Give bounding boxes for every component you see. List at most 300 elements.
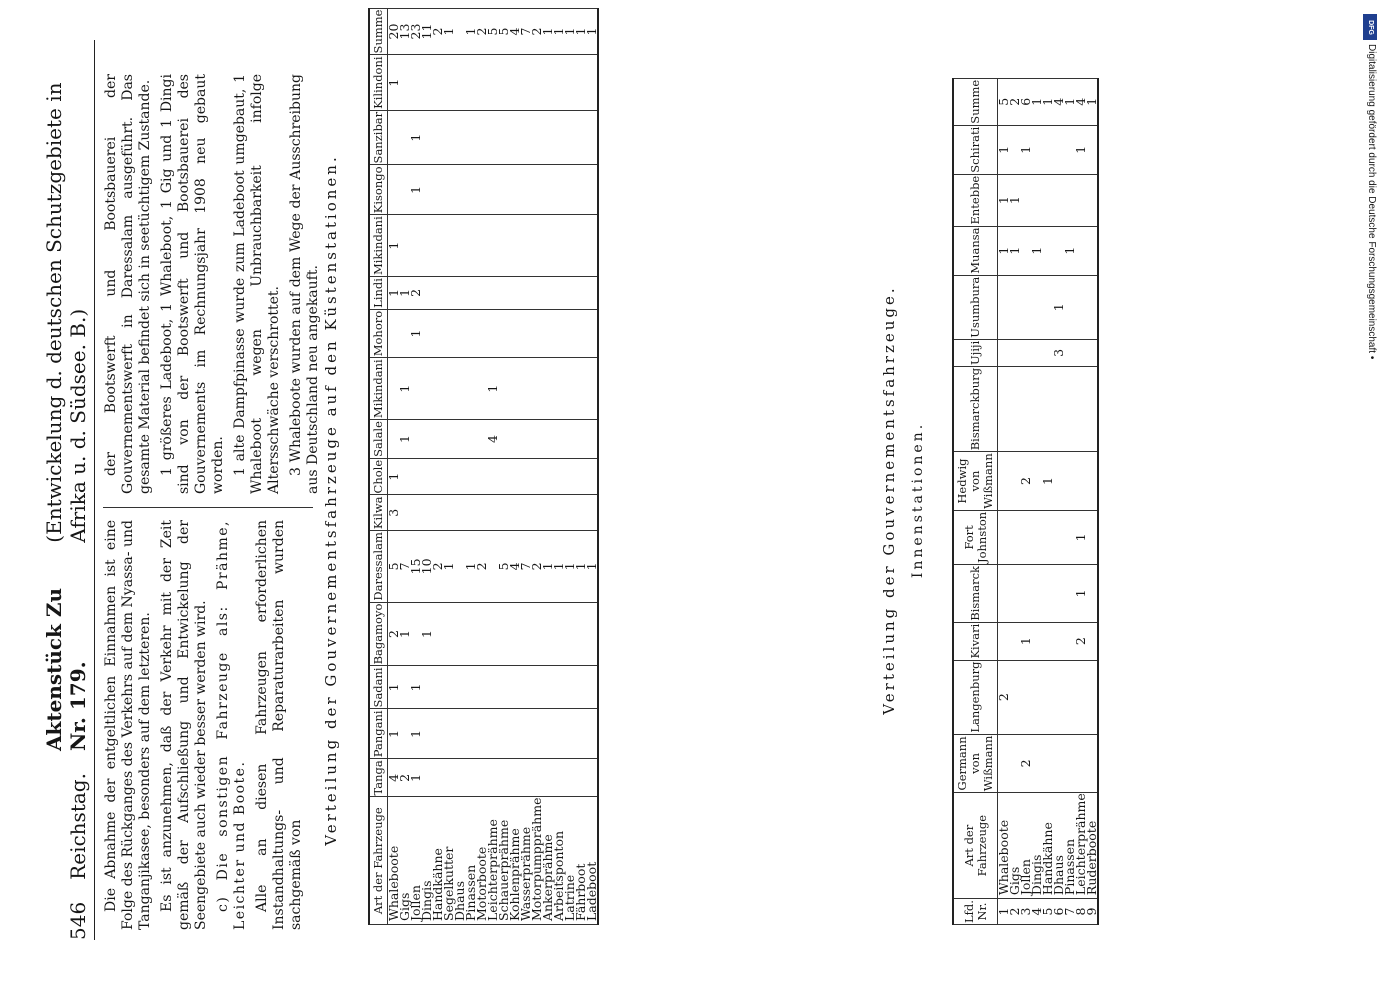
table-cell	[498, 759, 509, 797]
table-cell: 1	[1031, 226, 1042, 275]
col-header: Bagamoyo	[369, 602, 388, 666]
table-cell: 1	[1075, 125, 1086, 174]
col-header: Hedwig von Wißmann	[953, 452, 998, 511]
table-cell	[432, 165, 443, 215]
col-header: Bismarckburg	[953, 366, 998, 451]
table-cell: 2	[410, 277, 421, 310]
table-cell: 1	[410, 110, 421, 165]
row-label: Kohlenprähme	[509, 797, 520, 925]
table-cell	[476, 495, 487, 531]
table-cell	[998, 275, 1010, 339]
table-cell	[586, 709, 598, 759]
table-cell: 5	[487, 8, 498, 55]
table-cell	[1042, 622, 1053, 660]
table-cell	[998, 510, 1010, 564]
table-row	[432, 8, 443, 924]
table-cell: 1	[1031, 78, 1042, 125]
table-cell	[1086, 226, 1098, 275]
table-row	[1053, 78, 1064, 924]
table-cell	[454, 495, 465, 531]
table-cell: 1	[399, 358, 410, 420]
row-label: Wasserprähme	[520, 797, 531, 925]
row-label: Latrine	[564, 797, 575, 925]
table-cell	[564, 55, 575, 110]
table-cell	[531, 110, 542, 165]
table-cell	[465, 759, 476, 797]
table-cell	[1031, 275, 1042, 339]
table-cell	[498, 55, 509, 110]
table-cell: 1	[564, 531, 575, 602]
table-cell	[421, 495, 432, 531]
table-cell	[1086, 452, 1098, 511]
table-cell: 2	[399, 759, 410, 797]
col-header: Chole	[369, 458, 388, 495]
table-cell	[542, 602, 553, 666]
table-cell	[520, 602, 531, 666]
table-cell: 4	[1053, 78, 1064, 125]
table-cell: 1	[410, 759, 421, 797]
table-cell	[443, 420, 454, 459]
row-number: 8	[1075, 899, 1086, 925]
table-cell	[586, 55, 598, 110]
table-cell	[998, 452, 1010, 511]
col-header: Mikindani	[369, 358, 388, 420]
table-cell	[432, 309, 443, 357]
table-cell	[421, 215, 432, 277]
table-cell	[487, 309, 498, 357]
col-header: Tanga	[369, 759, 388, 797]
table-cell: 23	[410, 8, 421, 55]
row-label: Leichterprähme	[487, 797, 498, 925]
table-cell	[1086, 366, 1098, 451]
row-label: Handkähne	[1042, 793, 1053, 899]
table-cell: 2	[1020, 734, 1031, 793]
table-cell	[531, 420, 542, 459]
table-cell	[575, 55, 586, 110]
table-cell: 20	[388, 8, 400, 55]
row-label: Gigs	[1009, 793, 1020, 899]
table-cell	[432, 759, 443, 797]
table-cell	[564, 458, 575, 495]
table-cell	[553, 309, 564, 357]
table-cell	[509, 709, 520, 759]
table-row	[998, 78, 1010, 924]
table-cell	[487, 602, 498, 666]
table-cell	[465, 458, 476, 495]
table-cell	[432, 666, 443, 709]
table-cell: 1	[586, 531, 598, 602]
table-cell	[542, 165, 553, 215]
table-cell	[1031, 565, 1042, 623]
body-column-right	[103, 74, 327, 494]
table-cell	[564, 165, 575, 215]
table-cell	[1064, 660, 1075, 734]
table-cell	[476, 110, 487, 165]
table-cell	[509, 602, 520, 666]
col-header: Kilwa	[369, 495, 388, 531]
table-cell	[531, 666, 542, 709]
table-row	[542, 8, 553, 924]
table-row	[1020, 78, 1031, 924]
table-cell	[1064, 452, 1075, 511]
table-cell	[1064, 174, 1075, 226]
table-cell: 4	[1075, 78, 1086, 125]
table-cell	[509, 165, 520, 215]
table-cell	[1042, 510, 1053, 564]
table-cell	[575, 602, 586, 666]
table-cell	[388, 110, 400, 165]
table-cell: 6	[1020, 78, 1031, 125]
table-cell: 1	[1042, 78, 1053, 125]
table-cell: 2	[1009, 78, 1020, 125]
table-cell	[509, 495, 520, 531]
col-header: Daressalam	[369, 531, 388, 602]
table-cell	[542, 458, 553, 495]
table-cell	[498, 666, 509, 709]
table-cell	[1020, 339, 1031, 366]
table-cell	[575, 110, 586, 165]
table-cell: 1	[564, 8, 575, 55]
row-label: Dingis	[421, 797, 432, 925]
table-cell	[509, 110, 520, 165]
table-cell	[1053, 622, 1064, 660]
table-cell	[531, 709, 542, 759]
col-header: Kisongo	[369, 165, 388, 215]
table-cell: 1	[998, 226, 1010, 275]
table-cell: 1	[399, 602, 410, 666]
table-cell	[575, 358, 586, 420]
table-cell: 1	[443, 531, 454, 602]
dfg-logo	[1363, 14, 1377, 40]
table-cell	[476, 215, 487, 277]
table-cell	[432, 55, 443, 110]
table-cell: 1	[1086, 78, 1098, 125]
table-cell	[520, 55, 531, 110]
table-cell	[487, 277, 498, 310]
table-cell: 7	[520, 531, 531, 602]
table-cell: 2	[531, 8, 542, 55]
row-label: Ruderboote	[1086, 793, 1098, 899]
table-cell	[520, 277, 531, 310]
table-cell: 1	[410, 165, 421, 215]
table-cell: 2	[476, 531, 487, 602]
table-cell	[586, 495, 598, 531]
table-cell	[586, 277, 598, 310]
table-cell	[998, 734, 1010, 793]
table-cell	[564, 110, 575, 165]
table-cell: 1	[410, 666, 421, 709]
table-cell	[432, 709, 443, 759]
table-cell	[509, 277, 520, 310]
table-row	[531, 8, 542, 924]
table-cell	[410, 55, 421, 110]
table-cell: 2	[1020, 452, 1031, 511]
table-cell	[1053, 734, 1064, 793]
table-cell: 1	[399, 277, 410, 310]
table-cell	[520, 495, 531, 531]
table-cell	[1042, 660, 1053, 734]
table-cell	[520, 666, 531, 709]
col-header: Salale	[369, 420, 388, 459]
table-cell	[465, 277, 476, 310]
table-cell	[586, 458, 598, 495]
dfg-logo-text: DFG	[1366, 19, 1374, 35]
table-cell	[520, 759, 531, 797]
table-cell	[476, 458, 487, 495]
table-cell: 1	[998, 174, 1010, 226]
table-cell	[531, 277, 542, 310]
table-cell	[509, 215, 520, 277]
table-cell	[465, 358, 476, 420]
table-cell	[498, 165, 509, 215]
row-number: 3	[1020, 899, 1031, 925]
table-cell	[443, 709, 454, 759]
col-header: Mohoro	[369, 309, 388, 357]
table-cell	[1075, 452, 1086, 511]
table-cell	[564, 759, 575, 797]
table-cell: 2	[998, 660, 1010, 734]
col-header: Muansa	[953, 226, 998, 275]
table-cell	[1009, 275, 1020, 339]
table-cell	[1053, 660, 1064, 734]
table-cell: 1	[1064, 226, 1075, 275]
table-cell	[487, 495, 498, 531]
table-cell	[520, 358, 531, 420]
table-cell	[1075, 660, 1086, 734]
table-cell: 1	[542, 8, 553, 55]
table-cell	[443, 358, 454, 420]
table-row	[553, 8, 564, 924]
table-cell	[421, 458, 432, 495]
table-cell	[443, 495, 454, 531]
table-cell: 1	[1053, 275, 1064, 339]
table-cell	[1064, 734, 1075, 793]
table-cell: 7	[399, 531, 410, 602]
table-cell	[509, 358, 520, 420]
table-cell	[564, 495, 575, 531]
row-label: Leichterprähme	[1075, 793, 1086, 899]
col-header: Summe	[369, 8, 388, 55]
table-cell	[476, 759, 487, 797]
table-cell	[531, 165, 542, 215]
table-cell	[553, 277, 564, 310]
table-cell	[1009, 339, 1020, 366]
table-cell	[498, 309, 509, 357]
table-cell	[498, 277, 509, 310]
table-cell	[454, 358, 465, 420]
table-cell	[1086, 660, 1098, 734]
table-cell	[498, 215, 509, 277]
table-row	[421, 8, 432, 924]
table-cell	[465, 165, 476, 215]
table-cell: 13	[399, 8, 410, 55]
table-cell	[454, 110, 465, 165]
table-cell	[1042, 734, 1053, 793]
table-row	[388, 8, 400, 924]
table-cell	[509, 420, 520, 459]
table-cell: 4	[388, 759, 400, 797]
table-cell	[1064, 366, 1075, 451]
table-cell: 1	[1075, 510, 1086, 564]
col-header: Usumbura	[953, 275, 998, 339]
table-cell	[542, 495, 553, 531]
table-cell: 1	[443, 8, 454, 55]
table-cell: 5	[498, 531, 509, 602]
table-cell	[1020, 366, 1031, 451]
table-cell	[531, 495, 542, 531]
table-cell: 1	[1020, 125, 1031, 174]
table-cell	[564, 420, 575, 459]
table-cell	[476, 709, 487, 759]
table-cell	[509, 458, 520, 495]
table-cell	[454, 309, 465, 357]
table-cell	[454, 55, 465, 110]
table-cell: 1	[1009, 226, 1020, 275]
row-label: Fährboot	[575, 797, 586, 925]
digitization-note: Digitalisierung gefördert durch die Deutsche Forschungsgemeinschaft •	[1366, 44, 1377, 360]
paragraph: Die Abnahme der entgeltlichen Einnahmen ist eine Folge des Rückganges des Verkehrs auf dem Nyassa- und Tanganjikasee, besonders auf dem letzteren.	[103, 520, 153, 930]
table-cell	[498, 602, 509, 666]
table-cell	[1053, 565, 1064, 623]
table-cell	[465, 110, 476, 165]
table-cell	[553, 602, 564, 666]
table-cell	[1086, 339, 1098, 366]
table-cell	[531, 55, 542, 110]
table-cell	[1086, 734, 1098, 793]
row-label: Motorpumpprähme	[531, 797, 542, 925]
table-cell	[432, 495, 443, 531]
table-cell: 5	[998, 78, 1010, 125]
table-cell	[432, 458, 443, 495]
table-cell	[575, 666, 586, 709]
table-cell	[575, 495, 586, 531]
table-row	[399, 8, 410, 924]
table-cell	[1075, 174, 1086, 226]
paragraph: 3 Whaleboote wurden auf dem Wege der Ausschreibung aus Deutschland neu angekauft.	[288, 74, 321, 494]
header-left: Reichstag.	[66, 773, 90, 880]
table-cell: 1	[1009, 174, 1020, 226]
table-cell	[586, 759, 598, 797]
table-cell	[553, 165, 564, 215]
table-cell	[998, 366, 1010, 451]
row-label: Jollen	[410, 797, 421, 925]
table-cell	[553, 495, 564, 531]
table-cell: 2	[432, 531, 443, 602]
table-cell: 1	[1075, 565, 1086, 623]
table-cell: 1	[388, 666, 400, 709]
table-cell: 1	[586, 8, 598, 55]
col-header: Lindi	[369, 277, 388, 310]
table-cell	[542, 55, 553, 110]
table-cell	[443, 666, 454, 709]
table-cell	[454, 420, 465, 459]
table-cell	[553, 358, 564, 420]
table-cell: 2	[432, 8, 443, 55]
col-header: Langenburg	[953, 660, 998, 734]
table-row	[1009, 78, 1020, 924]
table-cell: 1	[388, 709, 400, 759]
table-cell: 5	[498, 8, 509, 55]
table-cell	[454, 709, 465, 759]
table-cell	[553, 110, 564, 165]
table-cell	[542, 215, 553, 277]
table-cell	[476, 602, 487, 666]
table-row	[1031, 78, 1042, 924]
table-cell	[1031, 174, 1042, 226]
footer-note	[1357, 44, 1379, 424]
table-cell: 1	[421, 602, 432, 666]
row-number: 5	[1042, 899, 1053, 925]
table-cell	[520, 458, 531, 495]
table-row	[476, 8, 487, 924]
table-cell	[998, 622, 1010, 660]
table-cell	[465, 215, 476, 277]
table-cell	[509, 666, 520, 709]
table-cell	[575, 420, 586, 459]
table-cell	[410, 458, 421, 495]
table-cell	[586, 165, 598, 215]
table-cell	[421, 55, 432, 110]
table-cell	[454, 165, 465, 215]
table-row	[586, 8, 598, 924]
table-cell: 1	[487, 358, 498, 420]
table-cell	[531, 458, 542, 495]
table-cell	[454, 458, 465, 495]
table-cell	[586, 110, 598, 165]
table-cell: 4	[509, 8, 520, 55]
table-row	[1075, 78, 1086, 924]
col-header-name: Art der Fahrzeuge	[953, 793, 998, 899]
row-label: Motorboote	[476, 797, 487, 925]
col-header: Kilindoni	[369, 55, 388, 110]
table-cell	[443, 215, 454, 277]
table-cell	[1053, 125, 1064, 174]
table-cell: 4	[487, 420, 498, 459]
table-cell	[432, 110, 443, 165]
table-cell: 2	[388, 602, 400, 666]
table-cell: 4	[509, 531, 520, 602]
table-cell	[553, 215, 564, 277]
table-cell	[465, 666, 476, 709]
paragraph: 1 größeres Ladeboot, 1 Whaleboot, 1 Gig und 1 Dingi sind von der Bootswerft und Bootsbauerei des Gouvernements im Rechnungsjahr 1908 neu gebaut worden.	[159, 74, 226, 494]
table-cell	[465, 309, 476, 357]
table-cell	[421, 358, 432, 420]
table-cell	[520, 309, 531, 357]
table-cell	[1020, 660, 1031, 734]
row-label: Arbeitsponton	[553, 797, 564, 925]
table-cell	[1031, 510, 1042, 564]
table-cell	[487, 215, 498, 277]
col-header: Germann von Wißmann	[953, 734, 998, 793]
table-cell	[520, 709, 531, 759]
table-cell	[553, 420, 564, 459]
table-cell: 1	[553, 531, 564, 602]
table-cell	[542, 709, 553, 759]
table-cell	[498, 458, 509, 495]
table-row	[564, 8, 575, 924]
table-cell	[586, 358, 598, 420]
table-cell	[476, 55, 487, 110]
table-cell	[542, 309, 553, 357]
table-row	[443, 8, 454, 924]
table-cell	[465, 602, 476, 666]
table-cell	[498, 110, 509, 165]
table-cell	[1086, 174, 1098, 226]
table2-subtitle: Innenstationen.	[910, 421, 926, 579]
table-cell	[553, 55, 564, 110]
table-cell: 3	[1053, 339, 1064, 366]
table-cell	[542, 110, 553, 165]
